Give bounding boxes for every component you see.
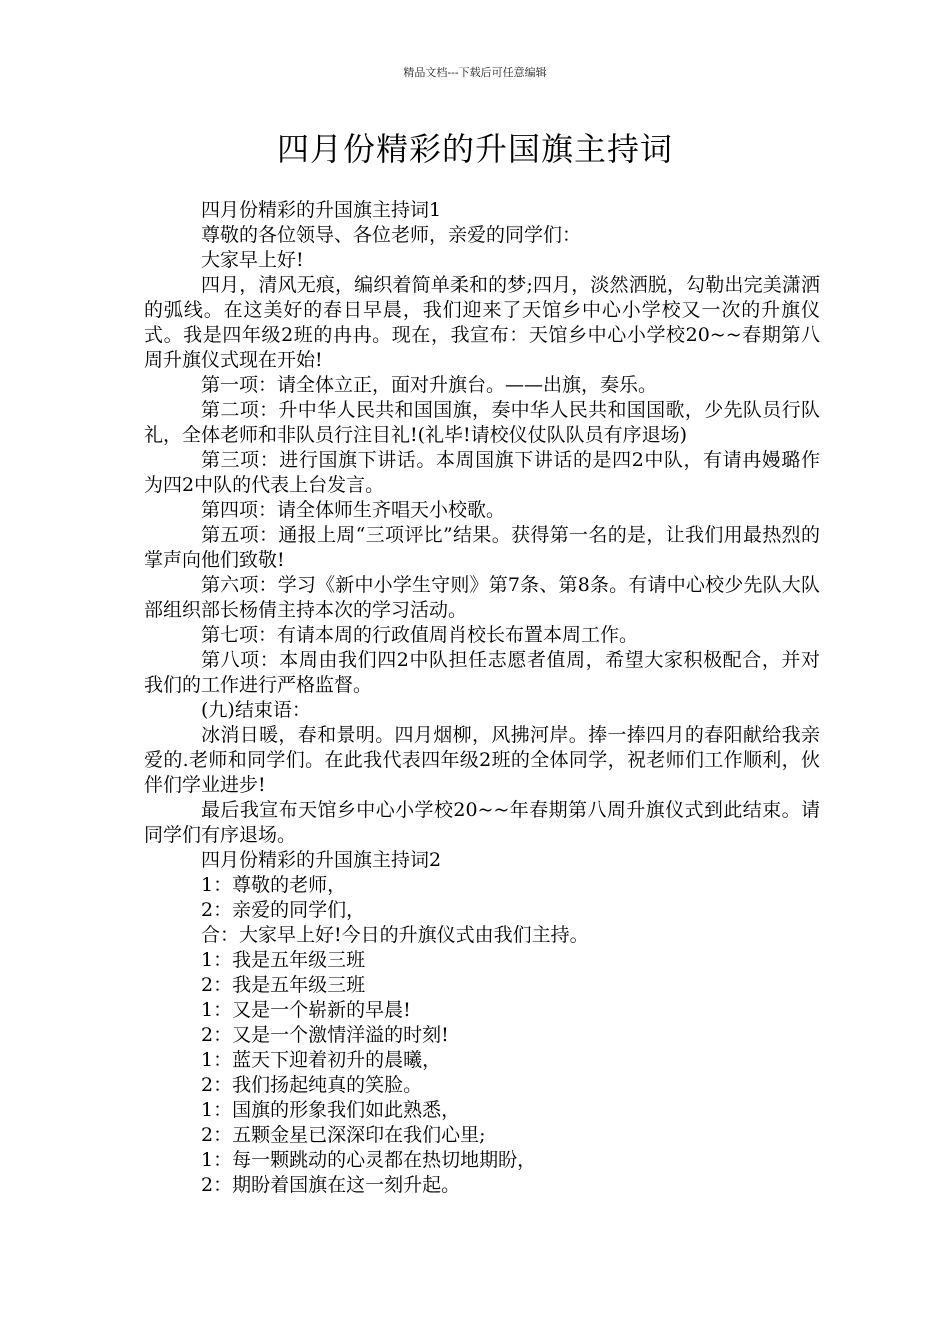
paragraph: 第四项：请全体师生齐唱天小校歌。 bbox=[201, 499, 506, 521]
paragraph: 最后我宣布天馆乡中心小学校20~~年春期第八周升旗仪式到此结束。请同学们有序退场。 bbox=[144, 799, 820, 846]
paragraph: 1：又是一个崭新的早晨! bbox=[201, 999, 411, 1021]
paragraph: 第二项：升中华人民共和国国旗，奏中华人民共和国国歌，少先队员行队礼，全体老师和非队员行注目礼!(礼毕!请校仪仗队队员有序退场) bbox=[144, 399, 820, 446]
paragraph: 第六项：学习《新中小学生守则》第7条、第8条。有请中心校少先队大队部组织部长杨倩主持本次的学习活动。 bbox=[144, 574, 820, 621]
document-body bbox=[144, 198, 820, 1198]
paragraph: 第五项：通报上周“三项评比”结果。获得第一名的是，让我们用最热烈的掌声向他们致敬! bbox=[144, 524, 820, 571]
header-note: 精品文档---下载后可任意编辑 bbox=[403, 66, 547, 79]
paragraph: 第七项：有请本周的行政值周肖校长布置本周工作。 bbox=[201, 624, 639, 646]
paragraph: 1：我是五年级三班 bbox=[201, 949, 366, 971]
paragraph: 2：亲爱的同学们， bbox=[201, 899, 366, 921]
paragraph: 合：大家早上好!今日的升旗仪式由我们主持。 bbox=[201, 924, 589, 946]
paragraph: 大家早上好! bbox=[201, 249, 304, 271]
paragraph: 四月份精彩的升国旗主持词1 bbox=[201, 199, 442, 221]
document-title: 四月份精彩的升国旗主持词 bbox=[276, 130, 673, 168]
paragraph: 2：又是一个激情洋溢的时刻! bbox=[201, 1024, 449, 1046]
paragraph: 2：期盼着国旗在这一刻升起。 bbox=[201, 1174, 461, 1196]
paragraph: 1：每一颗跳动的心灵都在热切地期盼， bbox=[201, 1149, 537, 1171]
paragraph: 四月，清风无痕，编织着简单柔和的梦;四月，淡然洒脱，勾勒出完美潇洒的弧线。在这美好的春日早晨，我们迎来了天馆乡中心小学校又一次的升旗仪式。我是四年级2班的冉冉。现在，我宣布：天馆乡中心小学校20~~春期第八周升旗仪式现在开始! bbox=[144, 274, 820, 371]
paragraph: 2：我们扬起纯真的笑脸。 bbox=[201, 1074, 423, 1096]
paragraph: 第一项：请全体立正，面对升旗台。——出旗，奏乐。 bbox=[201, 374, 658, 396]
paragraph: 冰消日暖，春和景明。四月烟柳，风拂河岸。捧一捧四月的春阳献给我亲爱的.老师和同学们。在此我代表四年级2班的全体同学，祝老师们工作顺利，伙伴们学业进步! bbox=[144, 724, 820, 796]
paragraph: 1：蓝天下迎着初升的晨曦， bbox=[201, 1049, 442, 1071]
paragraph: 2：五颗金星已深深印在我们心里; bbox=[201, 1124, 486, 1146]
paragraph: 1：国旗的形象我们如此熟悉， bbox=[201, 1099, 461, 1121]
paragraph: 1：尊敬的老师， bbox=[201, 874, 347, 896]
paragraph: 2：我是五年级三班 bbox=[201, 974, 366, 996]
paragraph: 尊敬的各位领导、各位老师，亲爱的同学们： bbox=[201, 224, 582, 246]
paragraph: 第三项：进行国旗下讲话。本周国旗下讲话的是四2中队，有请冉嫚璐作为四2中队的代表上台发言。 bbox=[144, 449, 820, 496]
paragraph: 四月份精彩的升国旗主持词2 bbox=[201, 849, 442, 871]
paragraph: 第八项：本周由我们四2中队担任志愿者值周，希望大家积极配合，并对我们的工作进行严格监督。 bbox=[144, 649, 820, 696]
paragraph: (九)结束语： bbox=[201, 699, 311, 721]
